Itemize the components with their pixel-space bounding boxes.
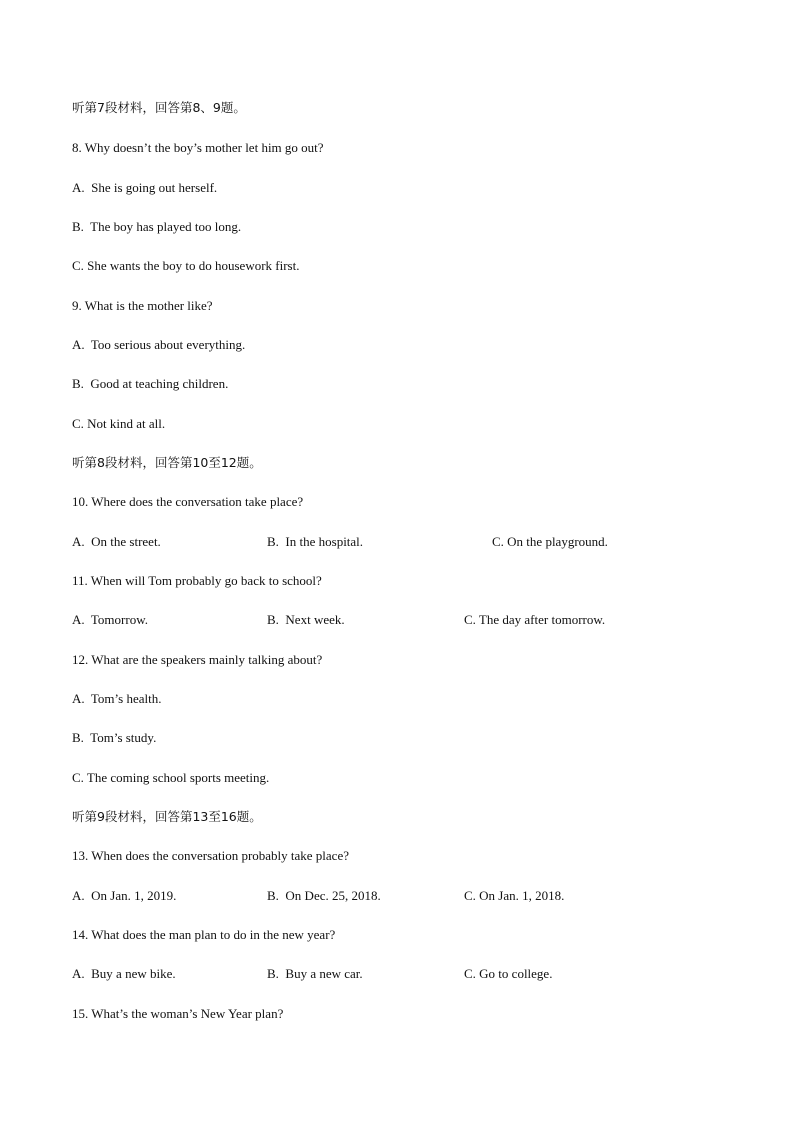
answer-option: C. The day after tomorrow. [464, 612, 606, 627]
answer-option: C. She wants the boy to do housework first. [72, 258, 300, 273]
question-stem: 9. What is the mother like? [72, 298, 213, 313]
question-stem: 10. Where does the conversation take place? [72, 494, 304, 509]
section-header: 听第7段材料，回答第8、9题。 [72, 100, 246, 115]
answer-option: A. On the street. [72, 534, 161, 549]
answer-option: A. Too serious about everything. [72, 337, 246, 352]
answer-option: C. On Jan. 1, 2018. [464, 888, 565, 903]
section-header: 听第9段材料，回答第13至16题。 [72, 809, 262, 824]
answer-option: A. She is going out herself. [72, 180, 218, 195]
question-stem: 15. What’s the woman’s New Year plan? [72, 1006, 284, 1021]
question-stem: 12. What are the speakers mainly talking about? [72, 652, 323, 667]
section-header: 听第8段材料，回答第10至12题。 [72, 455, 262, 470]
answer-option: C. On the playground. [492, 534, 608, 549]
question-stem: 14. What does the man plan to do in the new year? [72, 927, 336, 942]
answer-option: A. Buy a new bike. [72, 966, 176, 981]
answer-option: C. Not kind at all. [72, 416, 166, 431]
answer-option: C. Go to college. [464, 966, 553, 981]
answer-option: A. Tom’s health. [72, 691, 162, 706]
answer-option: B. In the hospital. [267, 534, 364, 549]
answer-option: A. Tomorrow. [72, 612, 149, 627]
answer-option: B. The boy has played too long. [72, 219, 242, 234]
answer-option: B. Tom’s study. [72, 730, 157, 745]
question-stem: 8. Why doesn’t the boy’s mother let him go out? [72, 140, 324, 155]
answer-option: B. Next week. [267, 612, 345, 627]
answer-option: C. The coming school sports meeting. [72, 770, 270, 785]
question-stem: 11. When will Tom probably go back to school? [72, 573, 322, 588]
question-stem: 13. When does the conversation probably take place? [72, 848, 349, 863]
answer-option: B. On Dec. 25, 2018. [267, 888, 381, 903]
answer-option: B. Good at teaching children. [72, 376, 229, 391]
answer-option: A. On Jan. 1, 2019. [72, 888, 177, 903]
answer-option: B. Buy a new car. [267, 966, 363, 981]
